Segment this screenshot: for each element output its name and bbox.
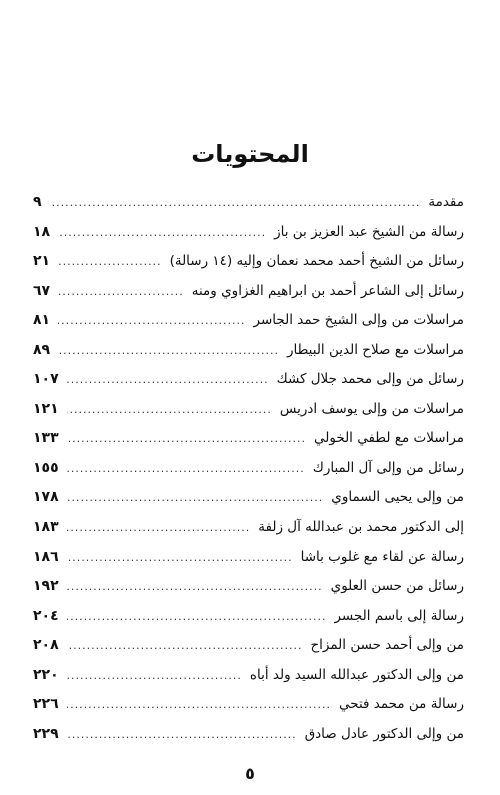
toc-entry	[33, 726, 464, 756]
toc-entry-title: إلى الدكتور محمد بن عبدالله آل زلفة	[258, 519, 464, 536]
toc-leader-dots	[67, 698, 331, 711]
toc-entry	[33, 578, 464, 608]
toc-entry-title: رسالة عن لقاء مع غلوب باشا	[300, 548, 464, 565]
toc-entry-page: ١٣٣	[33, 430, 59, 447]
toc-leader-dots	[67, 521, 251, 534]
toc-entry-page: ١٨٣	[33, 519, 59, 536]
toc-entry	[33, 549, 464, 579]
toc-entry-title: رسائل من وإلى محمد جلال كشك	[276, 371, 464, 388]
toc-entry-page: ٦٧	[33, 282, 51, 299]
toc-leader-dots	[50, 196, 421, 209]
toc-entry-title: رسائل من وإلى آل المبارك	[312, 459, 464, 476]
toc-leader-dots	[67, 728, 297, 741]
toc-entry-title: رسائل من حسن العلوي	[330, 578, 464, 595]
toc-entry-page: ١٩٢	[33, 578, 59, 595]
toc-leader-dots	[67, 491, 324, 504]
toc-entry	[33, 224, 464, 254]
toc-entry-page: ٢٢٦	[33, 696, 59, 713]
toc-entry-page: ١٨	[33, 223, 51, 240]
toc-entry	[33, 489, 464, 519]
toc-entry-title: مراسلات من وإلى الشيخ حمد الجاسر	[253, 312, 464, 329]
toc-entry-title: مراسلات من وإلى يوسف ادريس	[279, 400, 464, 417]
toc-entry	[33, 667, 464, 697]
toc-leader-dots	[67, 580, 323, 593]
toc-entry-title: من وإلى أحمد حسن المزاح	[310, 637, 464, 654]
toc-entry-title: مراسلات مع لطفي الخولي	[314, 430, 464, 447]
toc-entry-page: ١٥٥	[33, 459, 59, 476]
toc-entry-title: رسالة من محمد فتحي	[338, 696, 464, 713]
toc-entry-title: من وإلى الدكتور عادل صادق	[304, 725, 464, 742]
toc-leader-dots	[67, 669, 242, 682]
page-title: المحتويات	[191, 140, 309, 168]
toc-entry	[33, 637, 464, 667]
toc-entry-page: ٩	[33, 194, 42, 210]
toc-entry-title: رسائل إلى الشاعر أحمد بن ابراهيم الغزاوي ومنه	[191, 282, 464, 299]
toc-entry-page: ٨٩	[33, 341, 51, 358]
toc-entry	[33, 342, 464, 372]
toc-entry	[33, 371, 464, 401]
toc-entry-page: ٢٢٩	[33, 725, 59, 742]
toc-leader-dots	[58, 314, 245, 327]
toc-entry-page: ٨١	[33, 312, 51, 329]
page-number: ٥	[245, 764, 255, 783]
toc-leader-dots	[67, 462, 305, 475]
toc-entry	[33, 460, 464, 490]
toc-entry	[33, 401, 464, 431]
toc-entry-title: رسالة من الشيخ عبد العزيز بن باز	[274, 223, 464, 240]
table-of-contents	[33, 194, 464, 755]
toc-leader-dots	[67, 610, 327, 623]
toc-entry-page: ٢٠٨	[33, 637, 59, 654]
toc-entry	[33, 194, 464, 224]
toc-entry	[33, 608, 464, 638]
toc-entry-title: من وإلى يحيى السماوي	[331, 489, 464, 506]
toc-entry-page: ١٢١	[33, 400, 59, 417]
toc-entry	[33, 312, 464, 342]
toc-entry-title: رسائل من الشيخ أحمد محمد نعمان وإليه (١٤ رسالة)	[169, 253, 464, 270]
toc-entry	[33, 696, 464, 726]
toc-entry-page: ١٨٦	[33, 548, 59, 565]
toc-entry-page: ٢١	[33, 253, 51, 270]
toc-entry	[33, 519, 464, 549]
toc-leader-dots	[67, 432, 306, 445]
toc-entry	[33, 283, 464, 313]
toc-leader-dots	[58, 226, 266, 239]
toc-entry-page: ٢٢٠	[33, 666, 59, 683]
toc-leader-dots	[67, 639, 303, 652]
toc-entry-page: ٢٠٤	[33, 607, 59, 624]
toc-entry	[33, 430, 464, 460]
toc-entry	[33, 253, 464, 283]
toc-leader-dots	[67, 373, 269, 386]
toc-leader-dots	[58, 255, 161, 268]
toc-entry-title: رسالة إلى باسم الجسر	[334, 607, 464, 624]
toc-leader-dots	[67, 403, 272, 416]
toc-leader-dots	[58, 344, 279, 357]
toc-entry-title: من وإلى الدكتور عبدالله السيد ولد أباه	[249, 666, 464, 683]
toc-entry-page: ١٠٧	[33, 371, 59, 388]
toc-leader-dots	[67, 551, 293, 564]
toc-entry-title: مقدمة	[428, 194, 464, 210]
toc-entry-title: مراسلات مع صلاح الدين البيطار	[286, 341, 464, 358]
toc-entry-page: ١٧٨	[33, 489, 59, 506]
toc-leader-dots	[58, 285, 184, 298]
